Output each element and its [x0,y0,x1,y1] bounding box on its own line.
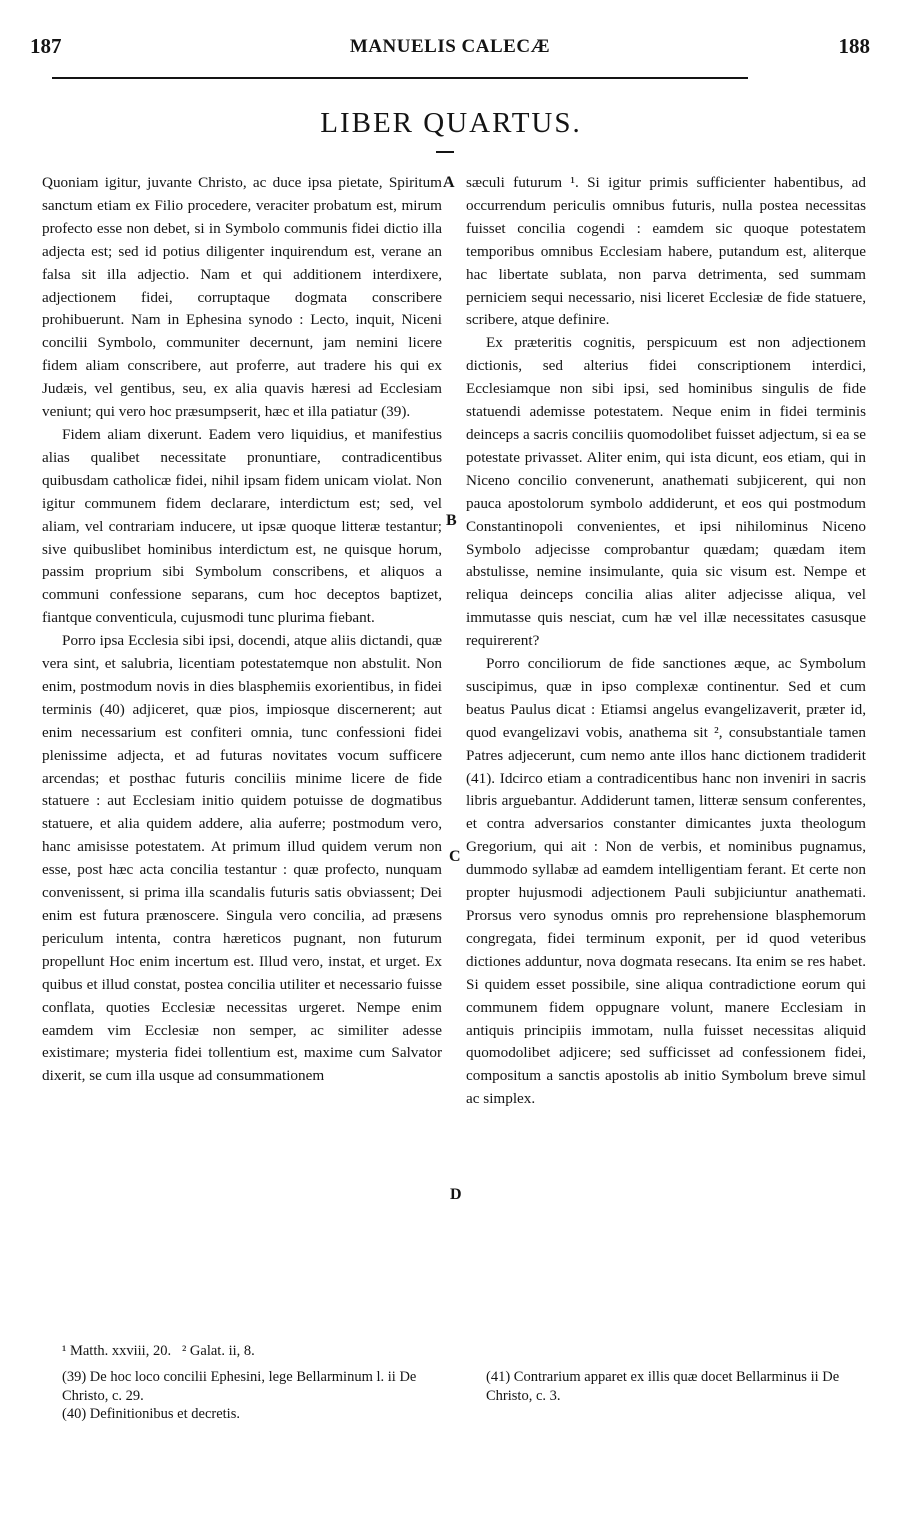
right-column [466,172,866,1111]
margin-letter-d: D [450,1186,462,1203]
page-number-left: 187 [30,34,62,58]
title-dash [436,151,454,153]
margin-letter-a: A [443,174,455,191]
margin-letter-b: B [446,512,457,529]
paragraph: Porro conciliorum de fide sanctiones æque, ac Symbolum suscipimus, quæ in ipso complexæ continentur. Sed et cum beatus Paulus dicat : Etiamsi angelus evangelizaverit, præter id, quod evangelizavi vobis, anathema sit ², consubstantiale tamen Patres adjecerunt, cum nemo ante illos hanc dictionem tradiderit (41). Idcirco etiam a contradicentibus hanc non inveniri in sacris libris arguebantur. Addiderunt tamen, litteræ sensum conferentes, et contra adversarios constanter dimicantes juxta theologum Gregorium, qui ait : Non de verbis, et nominibus pugnamus, dummodo syllabæ ad eamdem intelligentiam ferant. Et certe non propter hujusmodi adjectionem Pauli subjiciuntur anathemati. Prorsus vero synodus omnis pro reprehensione blasphemorum congregata, fidei terminum exponit, per id quod veteribus dictiones adduntur, nova dogmata resecans. Ita enim se res habet. Si quidem esset possibile, sine aliqua contradictione eorum qui communem fidem oppugnare volunt, manere Ecclesiam in antiquis principiis immotam, nulla fuisset necessitas aliquid quomodolibet adjicere; sed sufficisset ad confessionem fidei, compositum a sanctis apostolis ab initio Symbolum breve simul ac simplex. [466,655,866,1108]
paragraph: Ex præteritis cognitis, perspicuum est non adjectionem dictionis, sed alterius fidei conscriptionem interdici, Ecclesiamque non sibi ipsi, sed hominibus singulis de fide statuendi ademisse potestatem. Neque enim in fidei terminis deinceps a sacris conciliis quomodolibet fuisset adjectum, si ea se potestate privasset. Aliter enim, qui ista dicunt, eos etiam, qui in Niceno concilio convenerunt, anathemati subjicerent, qui non pauca apostolorum symbolo addiderunt, et eos qui postmodum Constantinopoli convenientes, et ipsi nihilominus Niceno Symbolo adjecisse comprobantur quædam; quædam item abstulisse, nemine insimulante, quia sic visum est. Nempe et reliqua deinceps concilia alias aliter adjecisse aliqua, vel immutasse quis nesciat, cum hæ vel illæ necessitates casusque requirerent? [466,334,866,650]
header-rule [52,77,748,79]
paragraph: Fidem aliam dixerunt. Eadem vero liquidius, et manifestius alias qualibet necessitate pronuntiare, contradicentibus quibusdam catholicæ fidei, nihil ipsam fidem unicam violat. Non igitur communem fidem declarare, interdictum est; sed, vel aliam, vel contrariam inducere, ut ipsæ quoque litteræ testantur; sive quibuslibet hominibus interdictum est, ne quisque horum, passim proprium sibi Symbolum conscribens, et aliquos a communi confessione separans, cum hoc deceptos baptizet, fiantque conventicula, cujusmodi tunc plurima fiebant. [42,425,442,627]
scripture-footnotes: ¹ Matth. xxviii, 20. ² Galat. ii, 8. [62,1343,255,1359]
page-number-right: 188 [838,34,870,58]
notes-right [486,1368,866,1405]
running-title: MANUELIS CALECÆ [349,36,551,57]
paragraph: Quoniam igitur, juvante Christo, ac duce ipsa pietate, Spiritum sanctum etiam ex Filio procedere, veraciter probatum est, mirum profecto esse non debet, si in Symbolo communis fidei dictio illa adjecta est; sed id potius diligenter inquirendum est, verane an falsa sit illa adjectio. Nam et qui additionem interdixere, adjectionem fidei, corruptaque dogmata conscribere prohibuerunt. Nam in Ephesina synodo : Lecto, inquit, Niceni concilii Symbolo, communiter decernunt, jam nemini licere fidem aliam conscribere, aut proferre, aut tradere his qui ex Judæis, vel gentibus, seu, ex alia quavis hæresi ad Ecclesiam veniunt; qui vero hoc præsumpserit, hæc et illa patiatur (39). [42,174,442,421]
paragraph: sæculi futurum ¹. Si igitur primis sufficienter habentibus, ad occurrendum periculis omnibus futuris, nulla postea necessitas fuisset concilia cogendi : eamdem sic quoque potestatem temporibus omnibus Ecclesiam habere, putandum est, aliterque hac libertate sublata, non parva detrimenta, sed summam perniciem sequi necessario, nisi liceret Ecclesiæ de fide statuere, scribere, atque definire. [466,174,866,329]
margin-letter-c: C [449,848,461,865]
left-column [42,172,442,1088]
note-40: (40) Definitionibus et decretis. [62,1406,240,1422]
running-header [30,30,870,64]
book-title: LIBER QUARTUS. [320,107,582,139]
note-39: (39) De hoc loco concilii Ephesini, lege Bellarminum l. ii De Christo, c. 29. [62,1369,417,1404]
note-41: (41) Contrarium apparet ex illis quæ docet Bellarminus ii De Christo, c. 3. [486,1369,840,1404]
notes-left [62,1368,442,1424]
paragraph: Porro ipsa Ecclesia sibi ipsi, docendi, atque aliis dictandi, quæ vera sint, et salubria, licentiam potestatemque non abstulit. Non enim, postmodum novis in dies blasphemiis exorientibus, in fidei terminis (40) adjiceret, quæ pios, impiosque discernerent; aut enim necessarium est confiteri omnia, tunc confessioni fidei plenissime adjecta, et ad futuras novitates vocum sufficere arcendas; et posthac futuris conciliis minime licere de fide statuere : aut Ecclesiam initio quidem potuisse de dogmatibus statuere, et alia quidem addere, alia auferre; postmodum vero, hanc amisisse potestatem. At primum illud quidem verum non esse, post hæc acta concilia testantur : quæ profecto, nunquam convenissent, si prima illa scandalis futuris satis obviassent; Dei enim est futura prænoscere. Singula vero concilia, ad præsens periculum intenta, contra hæreticos pugnant, non futurum propellunt Hoc enim incertum est. Illud vero, instat, et urget. Ex quibus et illud constat, postea concilia utiliter et necessario fuisse conflata, quoties Ecclesiæ necessitas urgeret. Nempe enim eamdem vim Ecclesiæ non semper, ac similiter adesse existimare; mysteria fidei tollentium est, maxime cum Salvator dixerit, se cum illa usque ad consummationem [42,632,442,1085]
